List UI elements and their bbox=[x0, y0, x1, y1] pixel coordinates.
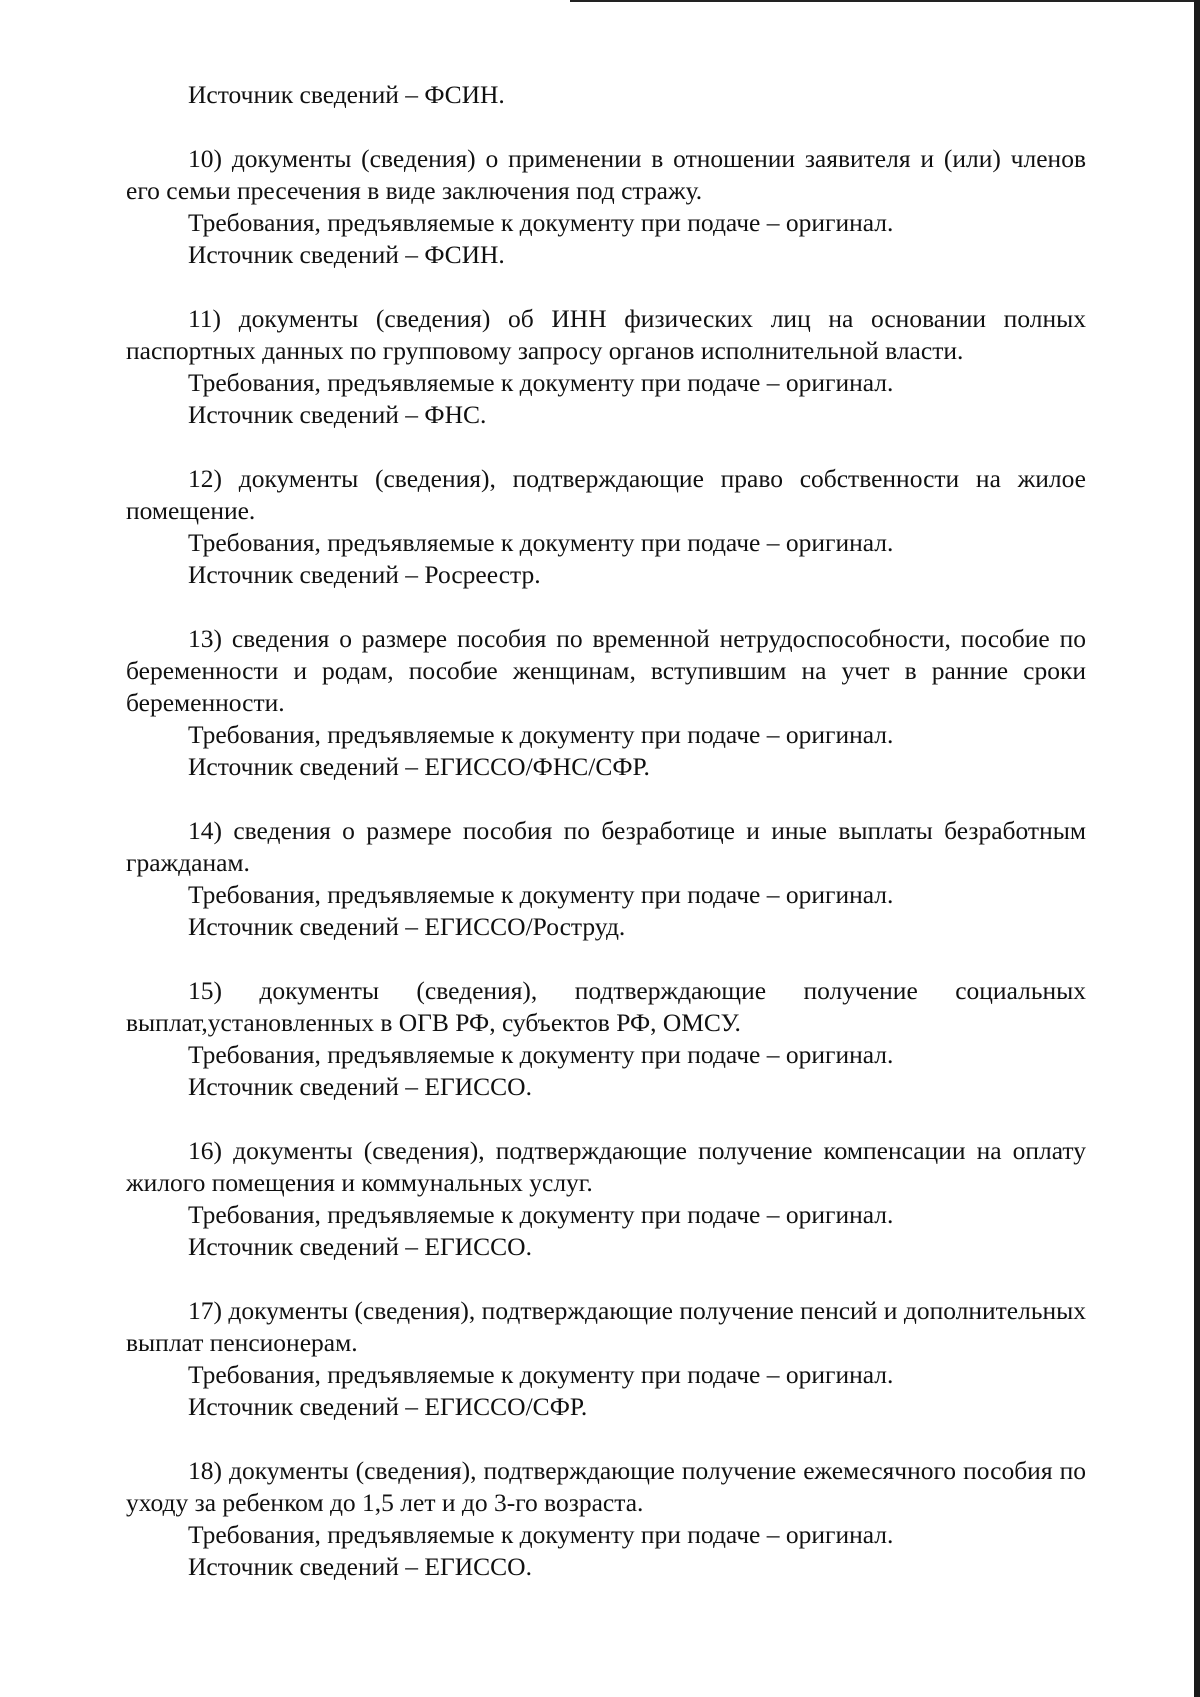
list-item bbox=[126, 623, 1086, 783]
requirement-line: Требования, предъявляемые к документу при подаче – оригинал. bbox=[188, 528, 894, 557]
requirement-line: Требования, предъявляемые к документу при подаче – оригинал. bbox=[188, 208, 894, 237]
source-line: Источник сведений – ФСИН. bbox=[188, 240, 505, 269]
requirement-line: Требования, предъявляемые к документу при подаче – оригинал. bbox=[188, 368, 894, 397]
list-item bbox=[126, 815, 1086, 943]
source-line: Источник сведений – ФСИН. bbox=[188, 80, 505, 109]
item-text: 16) документы (сведения), подтверждающие получение компенсации на оплату жилого помещения и коммунальных услуг. bbox=[126, 1136, 1086, 1197]
requirement-line: Требования, предъявляемые к документу при подаче – оригинал. bbox=[188, 720, 894, 749]
source-line: Источник сведений – ЕГИССО/Роструд. bbox=[188, 912, 626, 941]
list-item bbox=[126, 463, 1086, 591]
requirement-line: Требования, предъявляемые к документу при подаче – оригинал. bbox=[188, 880, 894, 909]
source-line: Источник сведений – ЕГИССО. bbox=[188, 1072, 532, 1101]
item-text: 10) документы (сведения) о применении в отношении заявителя и (или) членов его семьи пресечения в виде заключения под стражу. bbox=[126, 144, 1086, 205]
list-item bbox=[126, 143, 1086, 271]
item-text: 17) документы (сведения), подтверждающие получение пенсий и дополнительных выплат пенсионерам. bbox=[126, 1296, 1086, 1357]
source-line: Источник сведений – ЕГИССО. bbox=[188, 1232, 532, 1261]
item-text: 12) документы (сведения), подтверждающие право собственности на жилое помещение. bbox=[126, 464, 1086, 525]
source-line: Источник сведений – ЕГИССО/ФНС/СФР. bbox=[188, 752, 650, 781]
requirement-line: Требования, предъявляемые к документу при подаче – оригинал. bbox=[188, 1200, 894, 1229]
list-item bbox=[126, 1295, 1086, 1423]
scan-edge-top bbox=[570, 0, 1200, 2]
requirement-line: Требования, предъявляемые к документу при подаче – оригинал. bbox=[188, 1040, 894, 1069]
source-line: Источник сведений – ЕГИССО. bbox=[188, 1552, 532, 1581]
item-text: 13) сведения о размере пособия по временной нетрудоспособности, пособие по беременности и родам, пособие женщинам, вступившим на учет в ранние сроки беременности. bbox=[126, 624, 1086, 717]
scan-edge-right bbox=[1194, 0, 1200, 1697]
requirement-line: Требования, предъявляемые к документу при подаче – оригинал. bbox=[188, 1520, 894, 1549]
source-line: Источник сведений – ФНС. bbox=[188, 400, 487, 429]
item-text: 11) документы (сведения) об ИНН физических лиц на основании полных паспортных данных по групповому запросу органов исполнительной власти. bbox=[126, 304, 1086, 365]
item-text: 14) сведения о размере пособия по безработице и иные выплаты безработным гражданам. bbox=[126, 816, 1086, 877]
list-item bbox=[126, 1455, 1086, 1583]
list-item bbox=[126, 303, 1086, 431]
item-text: 15) документы (сведения), подтверждающие получение социальных выплат,установленных в ОГВ РФ, субъектов РФ, ОМСУ. bbox=[126, 976, 1086, 1037]
source-line: Источник сведений – ЕГИССО/СФР. bbox=[188, 1392, 588, 1421]
list-item bbox=[126, 975, 1086, 1103]
list-item bbox=[126, 1135, 1086, 1263]
item-text: 18) документы (сведения), подтверждающие получение ежемесячного пособия по уходу за ребенком до 1,5 лет и до 3-го возраста. bbox=[126, 1456, 1086, 1517]
source-line: Источник сведений – Росреестр. bbox=[188, 560, 541, 589]
document-body bbox=[126, 79, 1086, 1583]
requirement-line: Требования, предъявляемые к документу при подаче – оригинал. bbox=[188, 1360, 894, 1389]
